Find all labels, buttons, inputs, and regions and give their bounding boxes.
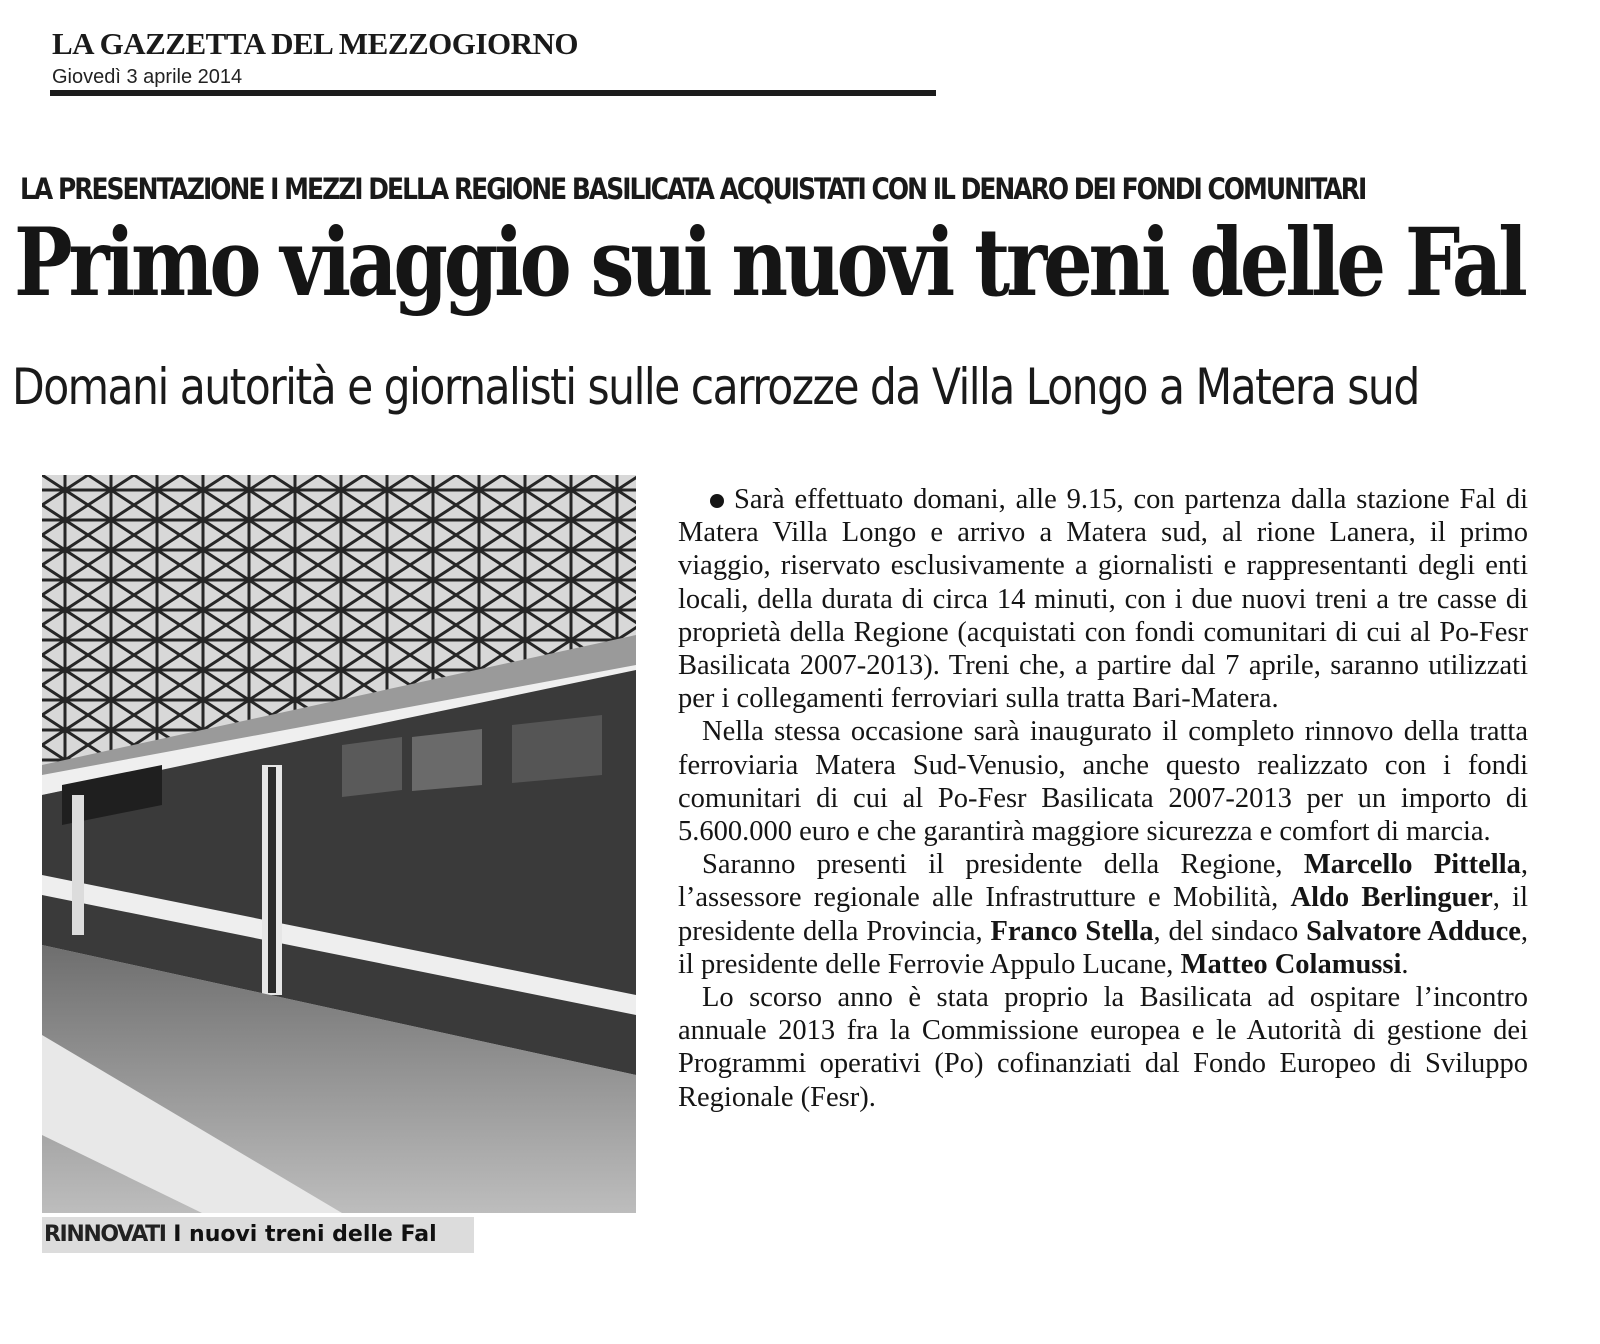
train-photo (42, 475, 636, 1213)
p3-text-2: , l’assessore regionale alle Infrastrutture e Mobilità, (678, 849, 1528, 914)
name-matteo-colamussi: Matteo Colamussi (1180, 948, 1402, 980)
article-subheadline: Domani autorità e giornalisti sulle carrozze da Villa Longo a Matera sud (12, 358, 1419, 416)
masthead-title: LA GAZZETTA DEL MEZZOGIORNO (52, 26, 578, 61)
p3-text-4: , del sindaco (1153, 915, 1307, 947)
article-kicker: LA PRESENTAZIONE I MEZZI DELLA REGIONE BASILICATA ACQUISTATI CON IL DENARO DEI FONDI COMUNITARI (20, 172, 1366, 206)
article-paragraph-3 (678, 848, 1528, 981)
article-headline: Primo viaggio sui nuovi treni delle Fal (14, 208, 1524, 318)
name-marcello-pittella: Marcello Pittella (1303, 849, 1521, 881)
name-aldo-berlinguer: Aldo Berlinguer (1290, 882, 1493, 914)
p3-text-6: . (1401, 948, 1409, 980)
p3-text-1: Saranno presenti il presidente della Regione, (702, 849, 1304, 881)
p3-text-5: , il presidente delle Ferrovie Appulo Lucane, (678, 915, 1528, 980)
article-body (678, 483, 1528, 1114)
photo-caption (42, 1217, 474, 1253)
caption-kicker: RINNOVATI (44, 1222, 166, 1247)
train-photo-illustration (42, 475, 636, 1213)
masthead-rule (50, 90, 936, 96)
article-paragraph-1: Sarà effettuato domani, alle 9.15, con partenza dalla stazione Fal di Matera Villa Longo e arrivo a Matera sud, al rione Lanera, il primo viaggio, riservato esclusivamente a giornalisti e rappresentanti degli enti locali, della durata di circa 14 minuti, con i due nuovi treni a tre casse di proprietà della Regione (acquistati con fondi comunitari di cui al Po-Fesr Basilicata 2007-2013). Treni che, a partire dal 7 aprile, saranno utilizzati per i collegamenti ferroviari sulla tratta Bari-Matera. (678, 484, 1528, 715)
issue-date: Giovedì 3 aprile 2014 (52, 66, 243, 88)
article-paragraph-2: Nella stessa occasione sarà inaugurato il completo rinnovo della tratta ferroviaria Matera Sud-Venusio, anche questo realizzato con i fondi comunitari di cui al Po-Fesr Basilicata 2007-2013 per un importo di 5.600.000 euro e che garantirà maggiore sicurezza e comfort di marcia. (678, 716, 1528, 848)
name-salvatore-adduce: Salvatore Adduce (1306, 915, 1521, 947)
p3-text-3: , il presidente della Provincia, (678, 882, 1528, 947)
bullet-icon (710, 494, 724, 508)
article-paragraph-4: Lo scorso anno è stata proprio la Basilicata ad ospitare l’incontro annuale 2013 fra la Commissione europea e le Autorità di gestione dei Programmi operativi (Po) cofinanziati dal Fondo Europeo di Sviluppo Regionale (Fesr). (678, 982, 1528, 1113)
name-franco-stella: Franco Stella (990, 915, 1154, 947)
caption-text: I nuovi treni delle Fal (173, 1222, 437, 1247)
